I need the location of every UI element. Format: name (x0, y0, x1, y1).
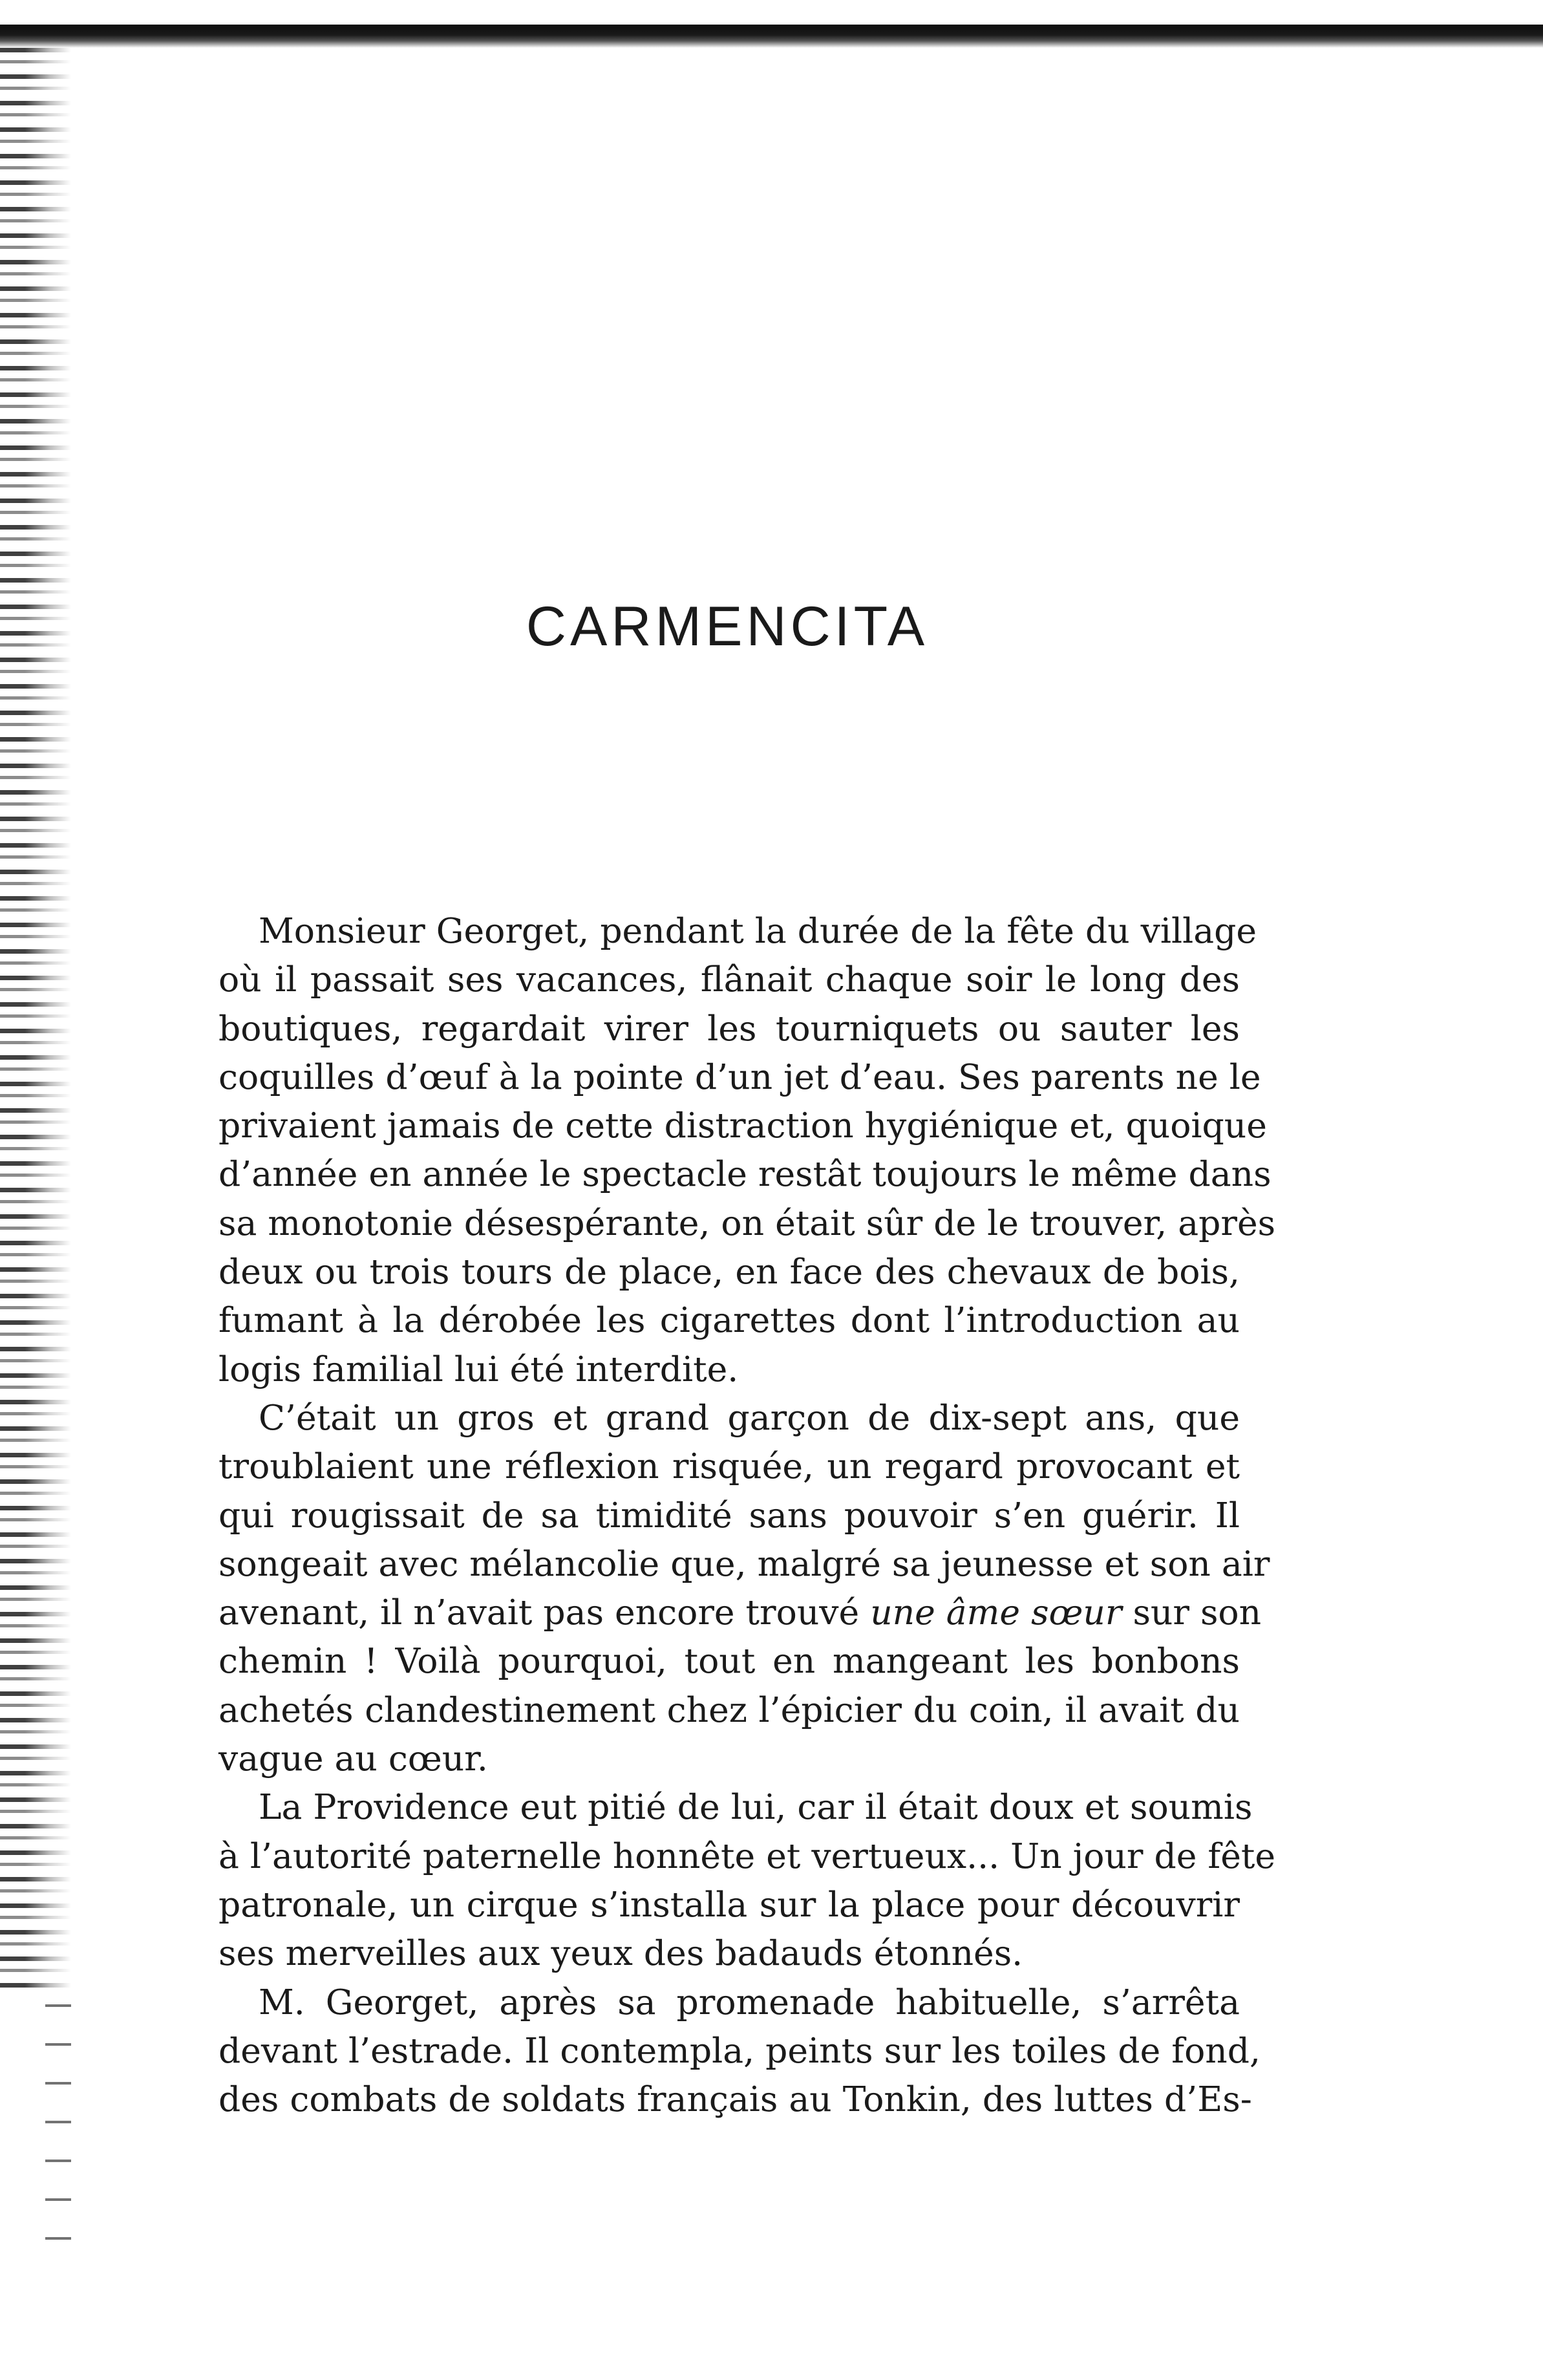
chapter-title: CARMENCITA (526, 595, 929, 658)
text-line: vague au cœur. (218, 1738, 488, 1779)
text-line: deux ou trois tours de place, en face des chevaux de bois, (218, 1251, 1240, 1292)
text-line: à l’autorité paternelle honnête et vertueux... Un jour de fête (218, 1835, 1276, 1876)
text-line: ses merveilles aux yeux des badauds étonnés. (218, 1933, 1023, 1974)
text-line: devant l’estrade. Il contempla, peints sur les toiles de fond, (218, 2030, 1261, 2071)
text-line: patronale, un cirque s’installa sur la place pour découvrir (218, 1883, 1240, 1925)
text-line: où il passait ses vacances, flânait chaque soir le long des (218, 959, 1240, 1000)
text-line: chemin ! Voilà pourquoi, tout en mangeant les bonbons (218, 1640, 1240, 1682)
scan-top-border (0, 25, 1543, 48)
text-line: troublaient une réflexion risquée, un regard provocant et (218, 1446, 1240, 1487)
text-line: La Providence eut pitié de lui, car il était doux et soumis (259, 1786, 1253, 1828)
text-line: logis familial lui été interdite. (218, 1348, 739, 1389)
scan-left-edge-shadow (0, 48, 71, 1988)
text-line-with-italic (218, 1588, 1262, 1636)
scan-left-edge-specks (45, 2004, 71, 2276)
text-line: coquilles d’œuf à la pointe d’un jet d’eau. Ses parents ne le (218, 1056, 1261, 1097)
text-line: d’année en année le spectacle restât toujours le même dans (218, 1153, 1272, 1195)
text-line: sa monotonie désespérante, on était sûr de le trouver, après (218, 1202, 1276, 1243)
text-line: des combats de soldats français au Tonkin, des luttes d’Es- (218, 2079, 1252, 2120)
body-text (218, 906, 1276, 2123)
text-line: privaient jamais de cette distraction hygiénique et, quoique (218, 1105, 1267, 1146)
italic-phrase: une âme sœur (870, 1592, 1122, 1633)
text-line: Monsieur Georget, pendant la durée de la fête du village (259, 910, 1257, 951)
text-segment: avenant, il n’avait pas encore trouvé (218, 1592, 871, 1633)
text-line: songeait avec mélancolie que, malgré sa jeunesse et son air (218, 1543, 1270, 1584)
text-line: C’était un gros et grand garçon de dix-sept ans, que (259, 1397, 1240, 1438)
text-line: fumant à la dérobée les cigarettes dont l’introduction au (218, 1300, 1240, 1341)
text-line: M. Georget, après sa promenade habituelle, s’arrêta (259, 1981, 1240, 2022)
text-line: qui rougissait de sa timidité sans pouvoir s’en guérir. Il (218, 1494, 1240, 1536)
text-segment: sur son (1122, 1592, 1262, 1633)
text-line: achetés clandestinement chez l’épicier du coin, il avait du (218, 1689, 1240, 1730)
text-line: boutiques, regardait virer les tourniquets ou sauter les (218, 1007, 1240, 1049)
